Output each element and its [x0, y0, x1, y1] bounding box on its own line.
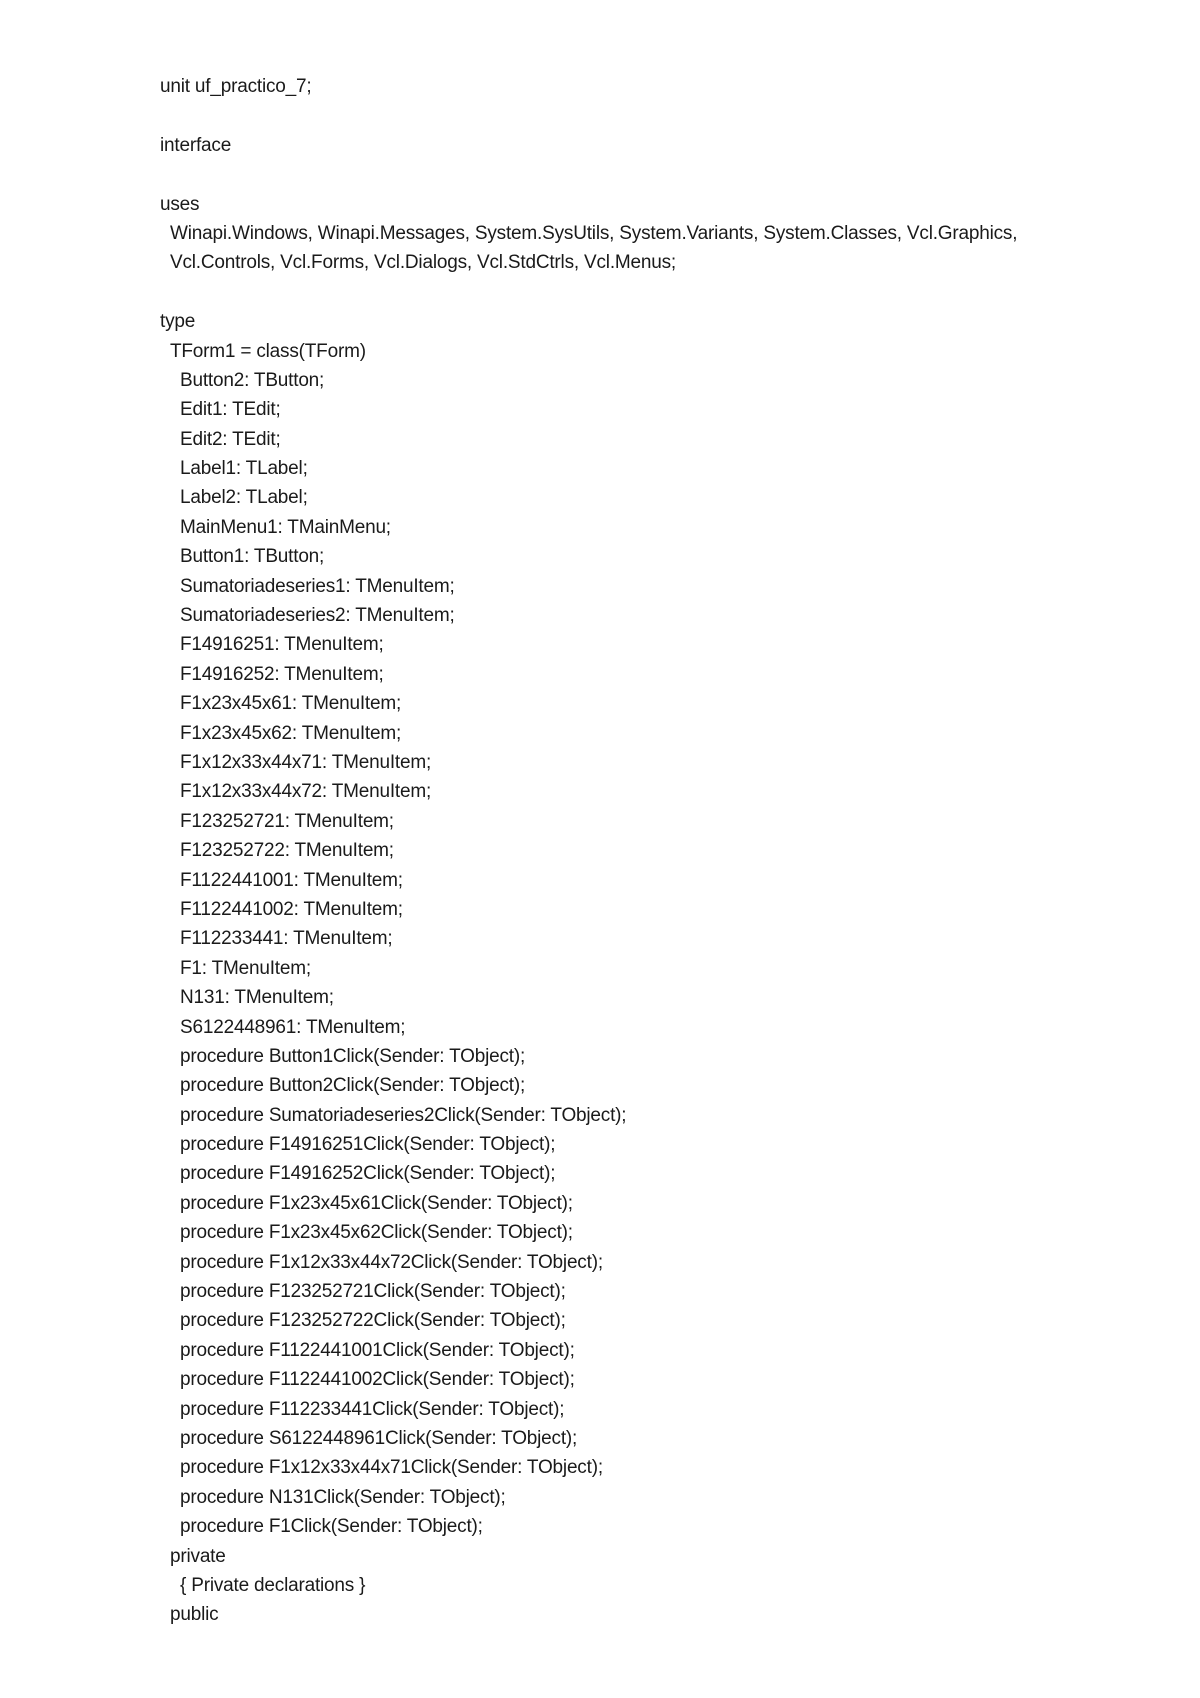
code-line: S6122448961: TMenuItem; — [180, 1016, 406, 1038]
code-line: procedure F123252721Click(Sender: TObject); — [180, 1281, 566, 1303]
code-line: TForm1 = class(TForm) — [170, 340, 366, 362]
code-line: procedure F1x12x33x44x71Click(Sender: TObject); — [180, 1457, 603, 1479]
code-line: procedure Sumatoriadeseries2Click(Sender: TObject); — [180, 1104, 627, 1126]
code-line: public — [170, 1604, 219, 1626]
code-line: procedure F1122441001Click(Sender: TObject); — [180, 1339, 575, 1361]
code-line: unit uf_practico_7; — [160, 76, 312, 97]
code-line: procedure F14916251Click(Sender: TObject); — [180, 1134, 556, 1156]
code-line: procedure S6122448961Click(Sender: TObject); — [180, 1427, 578, 1449]
code-line: Edit2: TEdit; — [180, 428, 281, 450]
code-line: procedure F1Click(Sender: TObject); — [180, 1516, 483, 1538]
code-line: Label1: TLabel; — [180, 458, 308, 480]
code-line: Button1: TButton; — [180, 546, 325, 568]
code-line: Label2: TLabel; — [180, 487, 308, 509]
code-line: procedure N131Click(Sender: TObject); — [180, 1486, 506, 1508]
code-line: Sumatoriadeseries1: TMenuItem; — [180, 575, 455, 597]
code-line: uses — [160, 193, 200, 215]
blank-line — [160, 101, 1140, 130]
code-line: procedure F1x23x45x62Click(Sender: TObject); — [180, 1222, 573, 1244]
code-line: procedure F1122441002Click(Sender: TObject); — [180, 1369, 575, 1391]
code-line: procedure F1x23x45x61Click(Sender: TObject); — [180, 1192, 573, 1214]
code-line: Edit1: TEdit; — [180, 399, 281, 421]
code-line: type — [160, 311, 196, 333]
code-line: Vcl.Controls, Vcl.Forms, Vcl.Dialogs, Vcl.StdCtrls, Vcl.Menus; — [170, 252, 677, 274]
code-line: F14916252: TMenuItem; — [180, 663, 384, 685]
code-line: F14916251: TMenuItem; — [180, 634, 384, 656]
code-line: F1x12x33x44x71: TMenuItem; — [180, 751, 432, 773]
code-line: F1x23x45x61: TMenuItem; — [180, 693, 402, 715]
code-line: Button2: TButton; — [180, 369, 325, 391]
code-line: procedure F123252722Click(Sender: TObject); — [180, 1310, 566, 1332]
code-line: procedure Button2Click(Sender: TObject); — [180, 1075, 526, 1097]
code-line: { Private declarations } — [180, 1574, 366, 1596]
code-line: Winapi.Windows, Winapi.Messages, System.SysUtils, System.Variants, System.Classes, Vcl.Graphics, — [170, 222, 1018, 244]
code-line: N131: TMenuItem; — [180, 987, 334, 1009]
code-line: F1: TMenuItem; — [180, 957, 311, 979]
code-line: F123252722: TMenuItem; — [180, 840, 394, 862]
code-line: procedure F112233441Click(Sender: TObject); — [180, 1398, 565, 1420]
code-line: MainMenu1: TMainMenu; — [180, 516, 391, 538]
code-line: F123252721: TMenuItem; — [180, 810, 394, 832]
code-line: F1122441002: TMenuItem; — [180, 898, 403, 920]
source-code-block — [160, 72, 1140, 1630]
code-line: F1122441001: TMenuItem; — [180, 869, 403, 891]
code-line: procedure Button1Click(Sender: TObject); — [180, 1045, 526, 1067]
code-line: procedure F1x12x33x44x72Click(Sender: TObject); — [180, 1251, 603, 1273]
blank-line — [160, 160, 1140, 189]
code-line: private — [170, 1545, 226, 1567]
code-line: interface — [160, 134, 232, 156]
code-line: F1x12x33x44x72: TMenuItem; — [180, 781, 432, 803]
code-line: F112233441: TMenuItem; — [180, 928, 393, 950]
code-line: Sumatoriadeseries2: TMenuItem; — [180, 605, 455, 627]
code-line: F1x23x45x62: TMenuItem; — [180, 722, 402, 744]
code-line: procedure F14916252Click(Sender: TObject); — [180, 1163, 556, 1185]
blank-line — [160, 278, 1140, 307]
